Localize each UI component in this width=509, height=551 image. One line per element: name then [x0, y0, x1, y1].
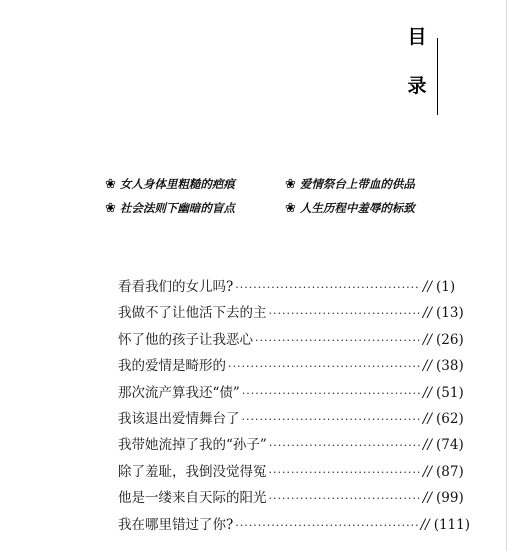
- table-of-contents: [118, 275, 470, 539]
- title-vertical-rule: [437, 38, 438, 115]
- series-item-label: 社会法则下幽暗的盲点: [119, 201, 235, 215]
- page-edge-line: [506, 0, 507, 551]
- toc-separator: //: [422, 463, 432, 480]
- title-char-2: 录: [407, 75, 427, 97]
- toc-entry-title: 我在哪里错过了你?: [118, 516, 234, 533]
- series-item: [285, 200, 415, 216]
- series-row: [105, 196, 465, 220]
- toc-entry-page: (99): [436, 490, 464, 507]
- toc-entry[interactable]: [118, 433, 470, 459]
- toc-leader-dots: [242, 413, 421, 426]
- toc-entry-page: (38): [436, 358, 464, 375]
- toc-entry-page: (74): [436, 437, 464, 454]
- toc-entry-title: 我做不了让他活下去的主: [118, 305, 267, 322]
- toc-leader-dots: [269, 439, 421, 452]
- toc-leader-dots: [235, 519, 418, 532]
- toc-entry-page: (1): [436, 279, 456, 295]
- toc-leader-dots: [242, 387, 421, 400]
- toc-leader-dots: [269, 307, 421, 320]
- toc-separator: //: [422, 384, 432, 401]
- toc-separator: //: [422, 437, 432, 454]
- toc-entry-title: 他是一缕来自天际的阳光: [118, 490, 267, 507]
- toc-entry-page: (87): [436, 463, 464, 480]
- toc-entry-title: 我该退出爱情舞台了: [118, 410, 240, 427]
- flower-icon: ❀: [105, 200, 116, 216]
- toc-entry[interactable]: [118, 354, 470, 380]
- flower-icon: ❀: [285, 176, 296, 192]
- toc-entry-page: (51): [436, 384, 464, 401]
- toc-entry-title: 除了羞耻，我倒没觉得冤: [118, 463, 267, 480]
- toc-leader-dots: [269, 466, 421, 479]
- toc-entry-page: (111): [433, 516, 470, 533]
- toc-separator: //: [422, 279, 432, 295]
- toc-leader-dots: [269, 492, 421, 505]
- series-item: [105, 200, 285, 216]
- toc-entry[interactable]: [118, 275, 470, 301]
- series-row: [105, 172, 465, 196]
- toc-entry-page: (26): [436, 331, 464, 348]
- toc-entry[interactable]: [118, 381, 470, 407]
- toc-leader-dots: [228, 360, 421, 373]
- toc-entry[interactable]: [118, 407, 470, 433]
- toc-entry[interactable]: [118, 513, 470, 539]
- toc-separator: //: [422, 331, 432, 348]
- flower-icon: ❀: [105, 176, 116, 192]
- toc-leader-dots: [235, 281, 421, 294]
- toc-entry-page: (62): [436, 410, 464, 427]
- title-char-1: 目: [407, 26, 427, 48]
- toc-separator: //: [420, 516, 430, 533]
- toc-entry-title: 看看我们的女儿吗?: [118, 279, 234, 295]
- toc-separator: //: [422, 358, 432, 375]
- toc-entry[interactable]: [118, 486, 470, 512]
- series-item-label: 爱情祭台上带血的供品: [299, 177, 415, 191]
- toc-entry-title: 我带她流掉了我的“孙子”: [118, 437, 267, 454]
- series-item: [105, 176, 285, 192]
- toc-entry-page: (13): [436, 305, 464, 322]
- toc-entry-title: 我的爱情是畸形的: [118, 358, 226, 375]
- toc-entry[interactable]: [118, 301, 470, 327]
- toc-separator: //: [422, 490, 432, 507]
- series-list: [105, 172, 465, 220]
- toc-entry-title: 那次流产算我还“债”: [118, 384, 240, 401]
- series-item-label: 女人身体里粗糙的疤痕: [119, 177, 235, 191]
- flower-icon: ❀: [285, 200, 296, 216]
- series-item-label: 人生历程中羞辱的标致: [299, 201, 415, 215]
- series-item: [285, 176, 415, 192]
- toc-leader-dots: [255, 334, 421, 347]
- toc-separator: //: [422, 410, 432, 427]
- toc-entry[interactable]: [118, 460, 470, 486]
- toc-entry[interactable]: [118, 328, 470, 354]
- toc-entry-title: 怀了他的孩子让我恶心: [118, 331, 253, 348]
- page-title: [402, 28, 432, 96]
- toc-separator: //: [422, 305, 432, 322]
